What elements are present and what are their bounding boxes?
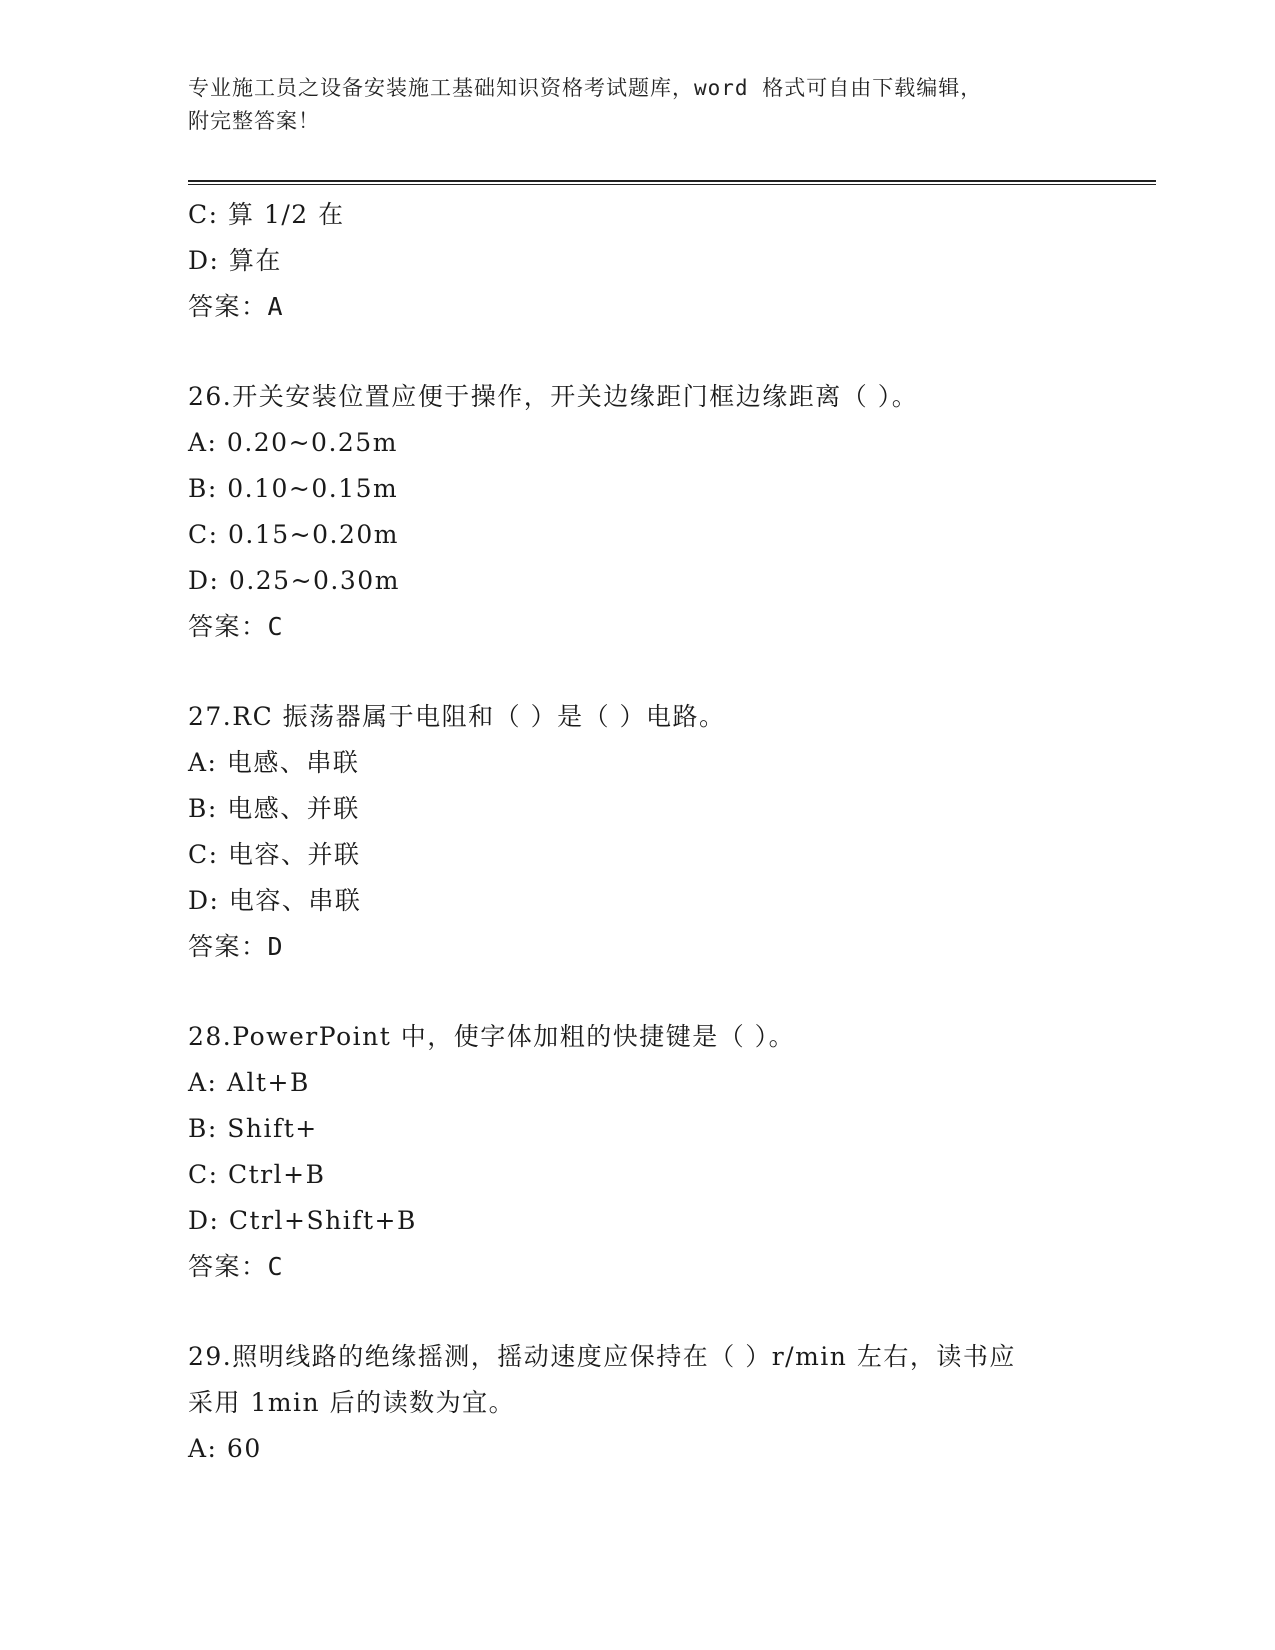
answer: 答案：D bbox=[188, 932, 285, 961]
option-b: B: 电感、并联 bbox=[188, 794, 360, 823]
option-d: D: 0.25~0.30m bbox=[188, 566, 400, 595]
answer: 答案：C bbox=[188, 612, 285, 641]
question-stem: 26.开关安装位置应便于操作，开关边缘距门框边缘距离（ ）。 bbox=[188, 382, 919, 411]
question-25-continued bbox=[188, 192, 1156, 330]
question-stem-line-2: 采用 1min 后的读数为宜。 bbox=[188, 1388, 516, 1417]
header-line-2: 附完整答案！ bbox=[188, 109, 320, 133]
option-a: A: 0.20~0.25m bbox=[188, 428, 398, 457]
option-d: D: Ctrl+Shift+B bbox=[188, 1206, 417, 1235]
question-26 bbox=[188, 374, 1156, 650]
option-c: C: 0.15~0.20m bbox=[188, 520, 399, 549]
option-c: C: 电容、并联 bbox=[188, 840, 361, 869]
option-d: D: 电容、串联 bbox=[188, 886, 362, 915]
option-d: D: 算在 bbox=[188, 246, 282, 275]
question-stem: 27.RC 振荡器属于电阻和（ ）是（ ）电路。 bbox=[188, 702, 726, 731]
option-b: B: 0.10~0.15m bbox=[188, 474, 399, 503]
question-29 bbox=[188, 1334, 1156, 1472]
document-header bbox=[188, 72, 1088, 138]
question-stem: 28.PowerPoint 中，使字体加粗的快捷键是（ ）。 bbox=[188, 1022, 796, 1051]
question-27 bbox=[188, 694, 1156, 970]
question-28 bbox=[188, 1014, 1156, 1290]
question-stem-line-1: 29.照明线路的绝缘摇测，摇动速度应保持在（ ）r/min 左右，读书应 bbox=[188, 1342, 1016, 1371]
option-a: A: 60 bbox=[188, 1434, 262, 1463]
question-list bbox=[188, 192, 1156, 1472]
answer: 答案：A bbox=[188, 292, 285, 321]
option-b: B: Shift+ bbox=[188, 1114, 318, 1143]
header-divider bbox=[188, 180, 1156, 185]
option-c: C: Ctrl+B bbox=[188, 1160, 326, 1189]
header-line-1: 专业施工员之设备安装施工基础知识资格考试题库，word 格式可自由下载编辑， bbox=[188, 76, 983, 100]
option-a: A: 电感、串联 bbox=[188, 748, 360, 777]
option-c: C: 算 1/2 在 bbox=[188, 200, 345, 229]
answer: 答案：C bbox=[188, 1252, 285, 1281]
option-a: A: Alt+B bbox=[188, 1068, 310, 1097]
